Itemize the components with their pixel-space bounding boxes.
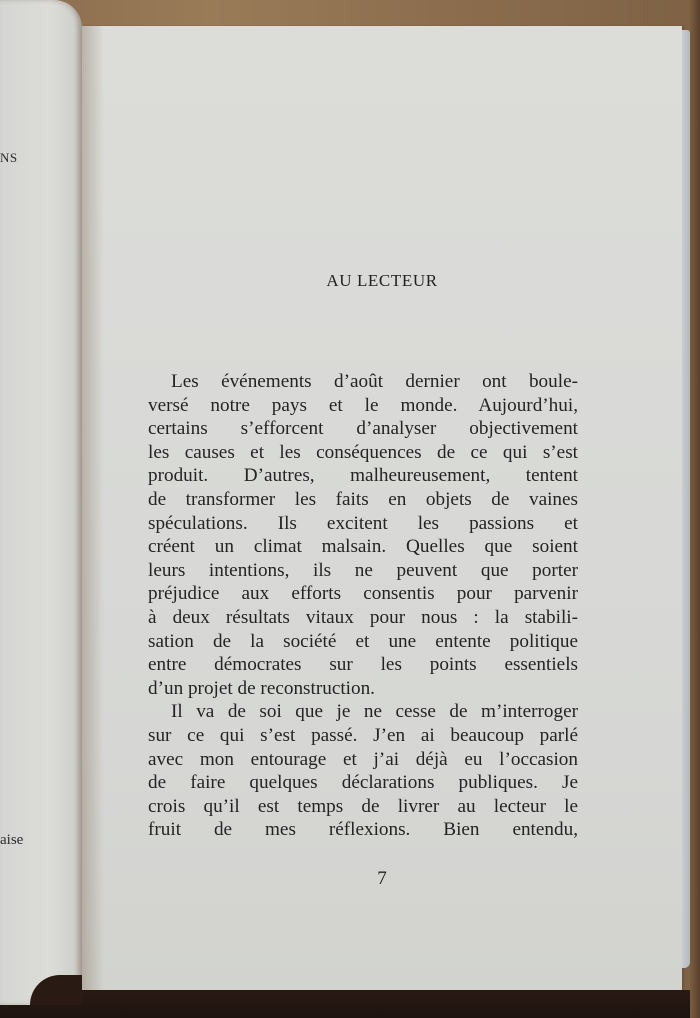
text-line: leurs intentions, ils ne peuvent que porter bbox=[148, 559, 578, 581]
text-line: à deux résultats vitaux pour nous : la stabili- bbox=[148, 606, 578, 628]
text-line: sur ce qui s’est passé. J’en ai beaucoup parlé bbox=[148, 724, 578, 746]
text-line: certains s’efforcent d’analyser objectivement bbox=[148, 418, 578, 440]
table-surface-right bbox=[690, 0, 700, 1018]
left-page bbox=[0, 0, 82, 1005]
chapter-title: AU LECTEUR bbox=[326, 271, 438, 290]
text-line: entre démocrates sur les points essentiels bbox=[148, 654, 578, 676]
text-line: Il va de soi que je ne cesse de m’interroger bbox=[171, 701, 578, 723]
paragraph-1 bbox=[148, 370, 578, 700]
table-surface-bottom bbox=[0, 990, 700, 1018]
text-line: de transformer les faits en objets de vaines bbox=[148, 488, 578, 510]
text-line: versé notre pays et le monde. Aujourd’hui, bbox=[148, 394, 578, 416]
text-line: créent un climat malsain. Quelles que soient bbox=[148, 536, 578, 558]
text-line: les causes et les conséquences de ce qui s’est bbox=[148, 441, 578, 463]
page-curl-shadow bbox=[30, 975, 82, 1005]
text-line: préjudice aux efforts consentis pour parvenir bbox=[148, 583, 578, 605]
text-line: avec mon entourage et j’ai déjà eu l’occasion bbox=[148, 748, 578, 770]
text-line: crois qu’il est temps de livrer au lecteur le bbox=[148, 795, 578, 817]
page-edges bbox=[682, 30, 690, 968]
text-line: fruit de mes réflexions. Bien entendu, bbox=[148, 819, 578, 841]
left-page-text-fragment-top: NS bbox=[0, 150, 18, 165]
paragraph-2 bbox=[148, 700, 578, 842]
body-text bbox=[148, 370, 578, 842]
text-line: d’un projet de reconstruction. bbox=[148, 677, 375, 699]
left-page-text-fragment-bottom: aise bbox=[0, 832, 24, 848]
text-line: Les événements d’août dernier ont boule- bbox=[171, 371, 578, 392]
text-line: produit. D’autres, malheureusement, tentent bbox=[148, 465, 578, 487]
text-line: de faire quelques déclarations publiques. Je bbox=[148, 772, 578, 794]
text-line: sation de la société et une entente politique bbox=[148, 630, 578, 652]
page-number: 7 bbox=[377, 868, 387, 889]
text-line: spéculations. Ils excitent les passions et bbox=[148, 512, 578, 534]
